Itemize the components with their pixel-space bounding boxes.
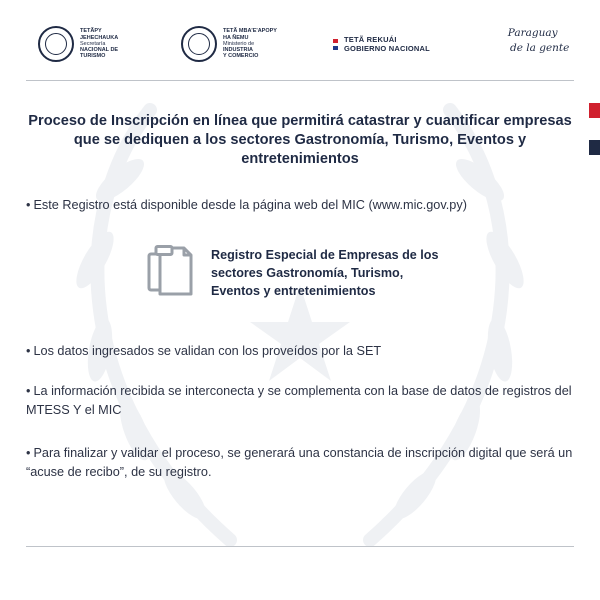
national-seal-icon [38,26,74,62]
logo-mic-line1: TETÃ MBA'E'APOPY [223,28,277,35]
page-title: Proceso de Inscripción en línea que permitirá catastrar y cuantificar empresas que se dediquen a los sectores Gastronomía, Turismo, Eventos y entretenimientos [28,113,572,167]
slogan-line1: Paraguay [507,27,558,39]
bullet-registro-web [26,196,581,215]
logo-mic-line3: Ministerio de [223,40,255,47]
red-accent-bar [589,103,600,118]
bottom-divider [26,546,574,547]
bullet-dot: • [26,198,31,212]
top-divider [26,80,574,81]
paraguay-flag-icon [333,39,338,50]
slogan-line2: de la gente [510,42,570,54]
slogan-logo [496,26,569,56]
registro-line3: Eventos y entretenimientos [211,284,376,298]
bullet-text: Los datos ingresados se validan con los proveídos por la SET [33,344,382,358]
bullet-constancia [26,444,581,482]
bullet-dot: • [26,446,31,460]
bullet-interconexion [26,382,581,420]
logo-turismo-line5: TURISMO [80,53,106,60]
document-copy-icon [146,245,194,299]
logo-turismo-line1: TETÃPY [80,28,102,35]
bullet-text: Para finalizar y validar el proceso, se generará una constancia de inscripción digital que será un “acuse de recibo”, de su registro. [26,446,573,479]
national-seal-icon [181,26,217,62]
logo-turismo-line4: NACIONAL DE [80,47,119,54]
bullet-text: Este Registro está disponible desde la página web del MIC (www.mic.gov.py) [33,198,467,212]
logo-turismo-line2: JEHECHAUKA [80,34,119,41]
registro-line1: Registro Especial de Empresas de los [211,248,439,262]
bullet-text: La información recibida se interconecta y se complementa con la base de datos de registros del MTESS Y el MIC [26,384,572,417]
gov-line1: TETÃ REKUÁI [344,35,397,44]
logo-mic [181,22,277,66]
gov-line2: GOBIERNO NACIONAL [344,43,430,53]
registro-line2: sectores Gastronomía, Turismo, [211,266,404,280]
logo-turismo [38,22,118,66]
header [0,0,600,70]
navy-accent-bar [589,140,600,155]
gobierno-nacional-logo [333,36,430,53]
logo-turismo-line3: Secretaría [80,40,106,47]
logo-mic-line4: INDUSTRIA [223,47,253,54]
logo-mic-line2: HA ÑEMU [223,34,249,41]
registro-especial-label [211,246,481,300]
bullet-validacion-set [26,342,581,361]
logo-mic-line5: Y COMERCIO [223,53,259,60]
bullet-dot: • [26,344,31,358]
bullet-dot: • [26,384,31,398]
